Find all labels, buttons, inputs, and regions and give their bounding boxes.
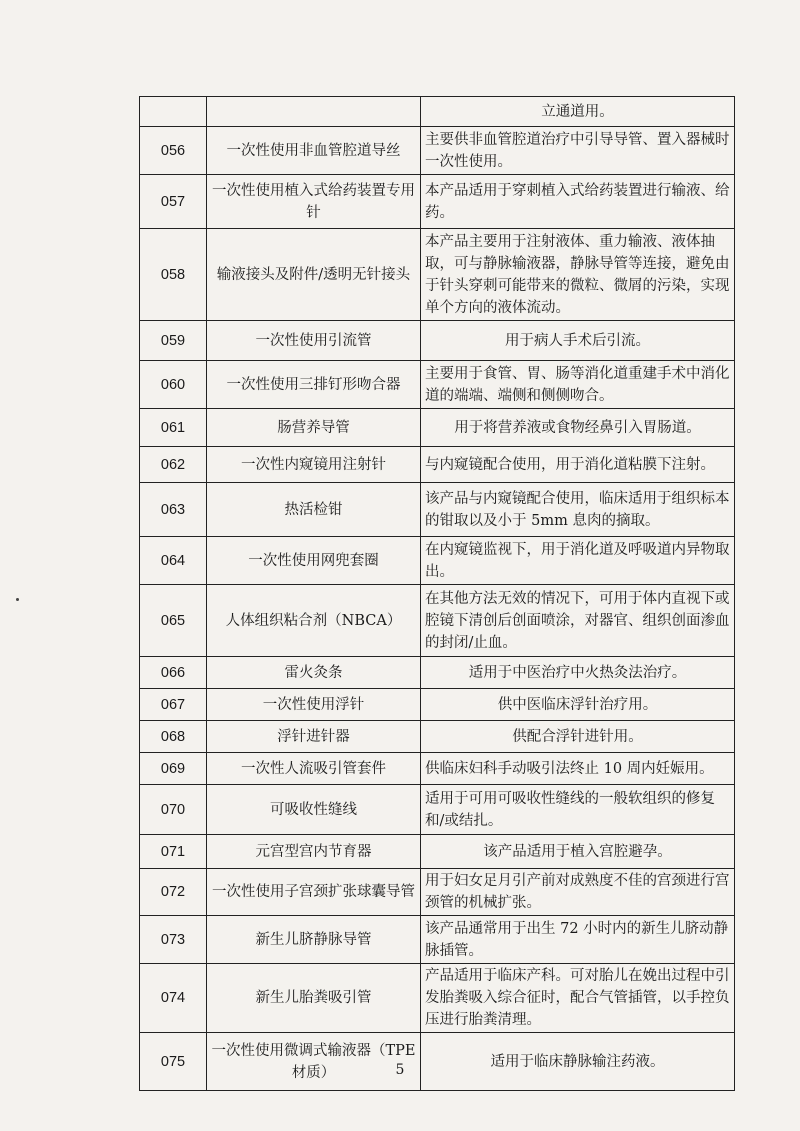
row-number: 072	[140, 869, 207, 916]
product-description: 主要用于食管、胃、肠等消化道重建手术中消化道的端端、端侧和侧侧吻合。	[421, 361, 735, 409]
product-name: 一次性使用浮针	[207, 689, 421, 721]
table-row	[140, 785, 735, 835]
table-row	[140, 835, 735, 869]
row-number: 061	[140, 409, 207, 447]
product-name: 一次性使用子宫颈扩张球囊导管	[207, 869, 421, 916]
product-name: 一次性使用网兜套圈	[207, 537, 421, 585]
row-number: 064	[140, 537, 207, 585]
product-name	[207, 97, 421, 127]
product-name: 一次性内窥镜用注射针	[207, 447, 421, 483]
table-row	[140, 657, 735, 689]
row-number: 058	[140, 229, 207, 321]
scan-speck	[16, 598, 19, 601]
product-description: 该产品通常用于出生 72 小时内的新生儿脐动静脉插管。	[421, 916, 735, 964]
row-number: 071	[140, 835, 207, 869]
product-description: 用于将营养液或食物经鼻引入胃肠道。	[421, 409, 735, 447]
table-row	[140, 869, 735, 916]
device-table-body	[140, 97, 735, 1091]
product-description: 在其他方法无效的情况下，可用于体内直视下或腔镜下清创后创面喷涂，对器官、组织创面渗血的封闭/止血。	[421, 585, 735, 657]
product-description: 用于病人手术后引流。	[421, 321, 735, 361]
product-name: 一次性使用非血管腔道导丝	[207, 127, 421, 175]
table-row	[140, 321, 735, 361]
product-description: 供临床妇科手动吸引法终止 10 周内妊娠用。	[421, 753, 735, 785]
table-row	[140, 916, 735, 964]
row-number: 068	[140, 721, 207, 753]
product-description: 适用于可用可吸收性缝线的一般软组织的修复和/或结扎。	[421, 785, 735, 835]
product-name: 可吸收性缝线	[207, 785, 421, 835]
table-row	[140, 229, 735, 321]
device-table	[139, 96, 735, 1091]
product-name: 新生儿胎粪吸引管	[207, 964, 421, 1033]
product-description: 立通道用。	[421, 97, 735, 127]
row-number	[140, 97, 207, 127]
table-row	[140, 537, 735, 585]
row-number: 075	[140, 1033, 207, 1091]
product-description: 该产品适用于植入宫腔避孕。	[421, 835, 735, 869]
product-name: 人体组织粘合剂（NBCA）	[207, 585, 421, 657]
product-description: 供中医临床浮针治疗用。	[421, 689, 735, 721]
product-description: 与内窥镜配合使用，用于消化道粘膜下注射。	[421, 447, 735, 483]
product-name: 一次性使用三排钉形吻合器	[207, 361, 421, 409]
row-number: 062	[140, 447, 207, 483]
table-row	[140, 483, 735, 537]
product-name: 新生儿脐静脉导管	[207, 916, 421, 964]
product-description: 主要供非血管腔道治疗中引导导管、置入器械时一次性使用。	[421, 127, 735, 175]
row-number: 073	[140, 916, 207, 964]
product-description: 产品适用于临床产科。可对胎儿在娩出过程中引发胎粪吸入综合征时，配合气管插管，以手控负压进行胎粪清理。	[421, 964, 735, 1033]
table-row	[140, 447, 735, 483]
product-name: 输液接头及附件/透明无针接头	[207, 229, 421, 321]
table-row	[140, 689, 735, 721]
page-number: 5	[395, 1062, 405, 1078]
table-row	[140, 409, 735, 447]
table-row	[140, 175, 735, 229]
product-name: 元宫型宫内节育器	[207, 835, 421, 869]
product-name: 一次性人流吸引管套件	[207, 753, 421, 785]
product-name: 一次性使用植入式给药装置专用针	[207, 175, 421, 229]
row-number: 060	[140, 361, 207, 409]
table-row	[140, 97, 735, 127]
product-description: 本产品适用于穿刺植入式给药装置进行输液、给药。	[421, 175, 735, 229]
table-row	[140, 127, 735, 175]
row-number: 063	[140, 483, 207, 537]
product-name: 浮针进针器	[207, 721, 421, 753]
row-number: 065	[140, 585, 207, 657]
product-description: 本产品主要用于注射液体、重力输液、液体抽取，可与静脉输液器，静脉导管等连接，避免由于针头穿刺可能带来的微粒、微屑的污染，实现单个方向的液体流动。	[421, 229, 735, 321]
table-row	[140, 585, 735, 657]
row-number: 069	[140, 753, 207, 785]
product-name: 肠营养导管	[207, 409, 421, 447]
row-number: 067	[140, 689, 207, 721]
product-name: 一次性使用微调式输液器（TPE 材质）	[207, 1033, 421, 1091]
row-number: 070	[140, 785, 207, 835]
product-name: 一次性使用引流管	[207, 321, 421, 361]
row-number: 074	[140, 964, 207, 1033]
table-row	[140, 753, 735, 785]
table-row	[140, 964, 735, 1033]
product-description: 用于妇女足月引产前对成熟度不佳的宫颈进行宫颈管的机械扩张。	[421, 869, 735, 916]
row-number: 059	[140, 321, 207, 361]
table-row	[140, 361, 735, 409]
product-description: 适用于临床静脉输注药液。	[421, 1033, 735, 1091]
row-number: 056	[140, 127, 207, 175]
product-description: 供配合浮针进针用。	[421, 721, 735, 753]
product-name: 雷火灸条	[207, 657, 421, 689]
product-name: 热活检钳	[207, 483, 421, 537]
table-row	[140, 721, 735, 753]
row-number: 057	[140, 175, 207, 229]
row-number: 066	[140, 657, 207, 689]
product-description: 该产品与内窥镜配合使用，临床适用于组织标本的钳取以及小于 5mm 息肉的摘取。	[421, 483, 735, 537]
product-description: 在内窥镜监视下，用于消化道及呼吸道内异物取出。	[421, 537, 735, 585]
product-description: 适用于中医治疗中火热灸法治疗。	[421, 657, 735, 689]
